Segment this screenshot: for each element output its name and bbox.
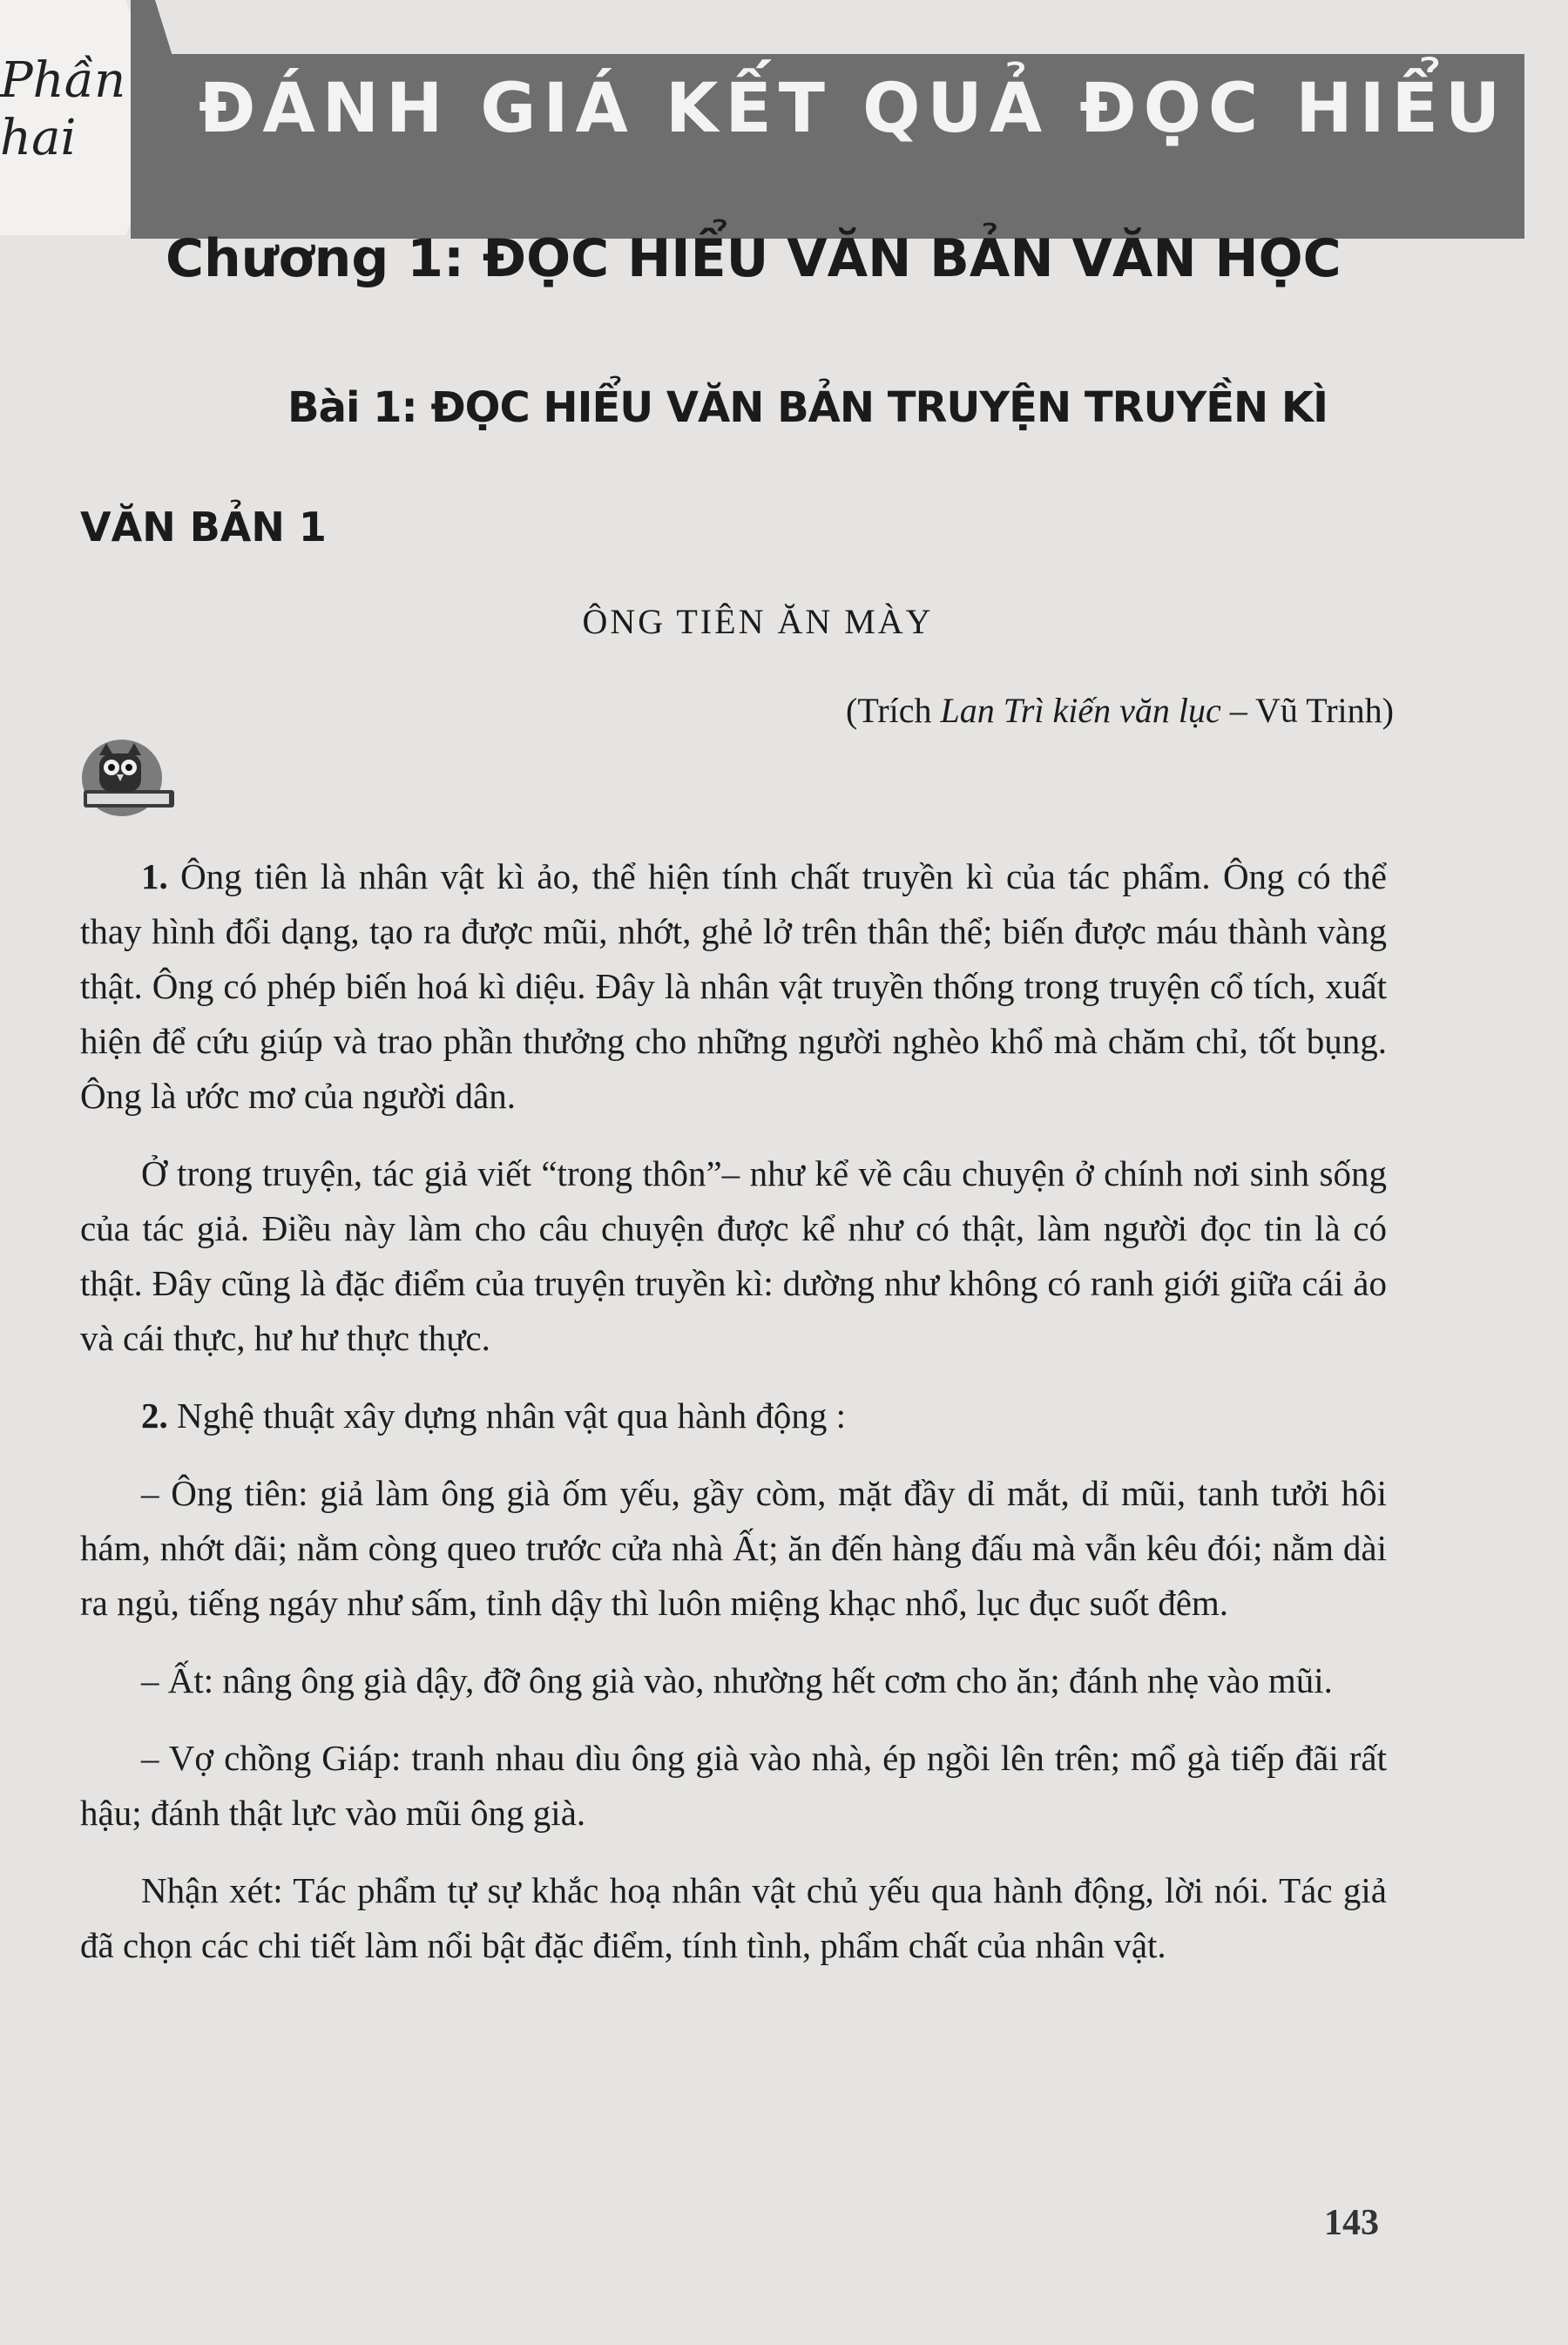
citation-work: Lan Trì kiến văn lục	[940, 691, 1221, 730]
body-text	[80, 849, 1387, 1996]
story-title: ÔNG TIÊN ĂN MÀY	[582, 602, 934, 641]
paragraph-text: Nhận xét: Tác phẩm tự sự khắc hoạ nhân vật chủ yếu qua hành động, lời nói. Tác giả đã chọn các chi tiết làm nổi bật đặc điểm, tính tình, phẩm chất của nhân vật.	[80, 1870, 1387, 1965]
paragraph-text: Ông tiên là nhân vật kì ảo, thể hiện tính chất truyền kì của tác phẩm. Ông có thể thay hình đổi dạng, tạo ra được mũi, nhớt, ghẻ lở trên thân thể; biến được máu thành vàng thật. Ông có phép biến hoá kì diệu. Đây là nhân vật truyền thống trong truyện cổ tích, xuất hiện để cứu giúp và trao phần thưởng cho những người nghèo khổ mà chăm chỉ, tốt bụng. Ông là ước mơ của người dân.	[80, 856, 1387, 1116]
paragraph	[80, 849, 1387, 1124]
chapter-title: Chương 1: ĐỌC HIỂU VĂN BẢN VĂN HỌC	[166, 228, 1342, 289]
lesson-title: Bài 1: ĐỌC HIỂU VĂN BẢN TRUYỆN TRUYỀN KÌ	[287, 383, 1328, 432]
citation	[846, 690, 1394, 731]
owl-book-icon	[77, 736, 179, 823]
part-label-line1: Phần	[0, 52, 126, 109]
paragraph	[80, 1146, 1387, 1366]
citation-rest: – Vũ Trinh)	[1220, 691, 1394, 730]
part-label-line2: hai	[0, 110, 77, 166]
paragraph-lead: 1.	[141, 856, 168, 896]
paragraph-text: Nghệ thuật xây dựng nhân vật qua hành động :	[167, 1396, 847, 1436]
paragraph-text: Ở trong truyện, tác giả viết “trong thôn”– như kể về câu chuyện ở chính nơi sinh sống của tác giả. Điều này làm cho câu chuyện được kể như có thật, làm người đọc tin là có thật. Đây cũng là đặc điểm của truyện truyền kì: dường như không có ranh giới giữa cái ảo và cái thực, hư hư thực thực.	[80, 1153, 1387, 1358]
paragraph-text: – Vợ chồng Giáp: tranh nhau dìu ông già vào nhà, ép ngồi lên trên; mổ gà tiếp đãi rất hậu; đánh thật lực vào mũi ông già.	[80, 1738, 1387, 1833]
section-label: VĂN BẢN 1	[80, 503, 327, 551]
part-label	[0, 52, 126, 167]
paragraph	[80, 1389, 1387, 1443]
paragraph-text: – Ất: nâng ông già dậy, đỡ ông già vào, nhường hết cơm cho ăn; đánh nhẹ vào mũi.	[141, 1660, 1333, 1700]
header-title: ĐÁNH GIÁ KẾT QUẢ ĐỌC HIỂU	[199, 70, 1508, 148]
citation-open: (Trích	[846, 691, 941, 730]
paragraph	[80, 1653, 1387, 1708]
page-number: 143	[1324, 2203, 1379, 2243]
paragraph	[80, 1863, 1387, 1973]
paragraph-text: – Ông tiên: giả làm ông già ốm yếu, gầy còm, mặt đầy dỉ mắt, dỉ mũi, tanh tưởi hôi hám, nhớt dãi; nằm còng queo trước cửa nhà Ất; ăn đến hàng đấu mà vẫn kêu đói; nằm dài ra ngủ, tiếng ngáy như sấm, tỉnh dậy thì luôn miệng khạc nhổ, lục đục suốt đêm.	[80, 1473, 1387, 1623]
paragraph	[80, 1466, 1387, 1631]
paragraph	[80, 1731, 1387, 1841]
paragraph-lead: 2.	[141, 1396, 168, 1436]
